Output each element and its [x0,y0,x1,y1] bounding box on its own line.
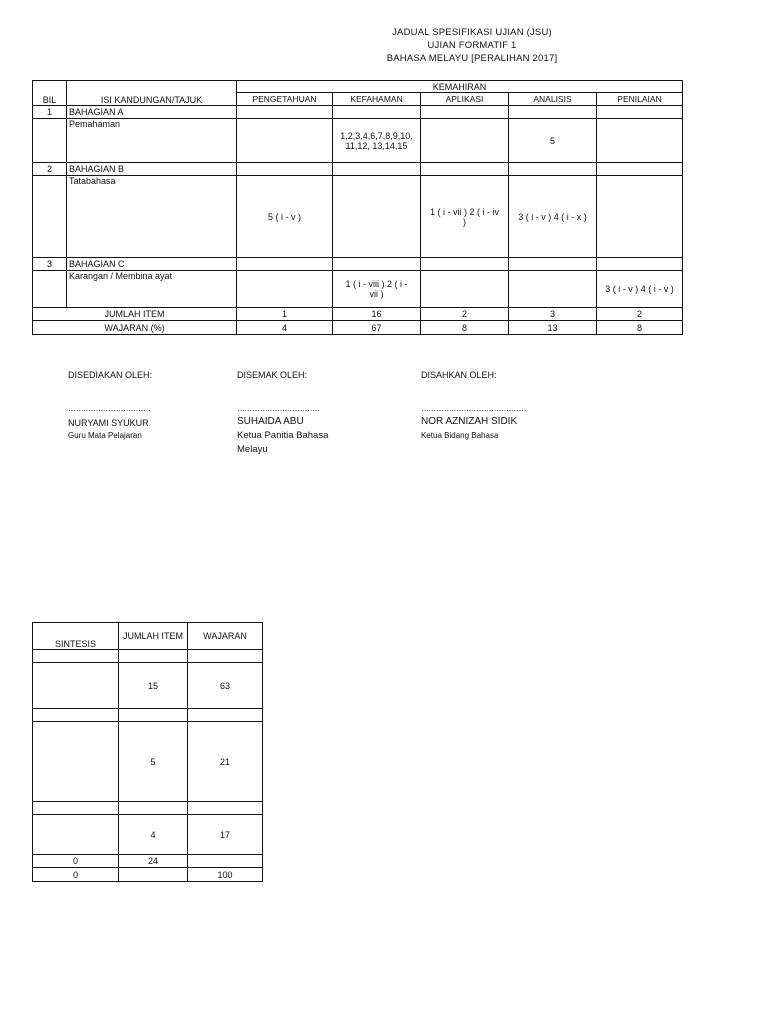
approved-by-heading: DISAHKAN OLEH: [421,370,497,380]
cell-a-pengetahuan [237,119,333,163]
kemahiran-header: KEMAHIRAN [237,81,683,93]
cell-c-analisis [509,271,597,308]
cell-b-pengetahuan: 5 ( i - v ) [237,176,333,258]
skill-header-kefahaman: KEFAHAMAN [333,93,421,106]
skill-header-penilaian: PENILAIAN [597,93,683,106]
row-wajaran: 21 [188,722,263,802]
jsu-table [32,80,683,335]
skill-header-pengetahuan: PENGETAHUAN [237,93,333,106]
cell-a-penilaian [597,119,683,163]
cell-b-penilaian [597,176,683,258]
wajaran-total: 100 [188,868,263,882]
col-isi-header: ISI KANDUNGAN/TAJUK [67,81,237,106]
total-jumlah: 24 [119,855,188,868]
row-jumlah: 4 [119,815,188,855]
section-name: BAHAGIAN C [67,258,237,271]
row-wajaran: 17 [188,815,263,855]
jumlah-item-value: 1 [237,308,333,321]
cell-b-kefahaman [333,176,421,258]
skill-header-aplikasi: APLIKASI [421,93,509,106]
doc-title: JADUAL SPESIFIKASI UJIAN (JSU) [392,27,552,38]
cell-a-aplikasi [421,119,509,163]
jumlah-item-value: 2 [421,308,509,321]
row-jumlah: 5 [119,722,188,802]
section-name: BAHAGIAN A [67,106,237,119]
section-bil: 3 [33,258,67,271]
preparer-role: Guru Mata Pelajaran [68,431,142,440]
jumlah-item-value: 3 [509,308,597,321]
checker-role: Ketua Panitia Bahasa Melayu [237,430,329,455]
wajaran-value: 8 [421,321,509,335]
checked-by-heading: DISEMAK OLEH: [237,370,308,380]
approver-name: NOR AZNIZAH SIDIK [421,416,518,427]
row-jumlah: 15 [119,663,188,709]
section-topic: Tatabahasa [67,176,237,258]
doc-subject: BAHASA MELAYU [PERALIHAN 2017] [386,53,558,64]
wajaran-value: 13 [509,321,597,335]
signature-line: …………………………… [68,404,151,413]
section-topic: Pemahaman [67,119,237,163]
signature-line: …………………………… [237,404,320,413]
section-bil: 2 [33,163,67,176]
wajaran-value: 67 [333,321,421,335]
wajaran-jumlah [119,868,188,882]
checker-name: SUHAIDA ABU [237,416,304,427]
preparer-name: NURYAMI SYUKUR [68,418,149,428]
sintesis-table [32,622,263,882]
jumlah-item-value: 16 [333,308,421,321]
skill-header-analisis: ANALISIS [509,93,597,106]
doc-subtitle: UJIAN FORMATIF 1 [427,40,517,51]
cell-c-aplikasi [421,271,509,308]
section-topic: Karangan / Membina ayat [67,271,237,308]
wajaran-value: 4 [237,321,333,335]
col-bil-header: BIL [33,81,67,106]
signature-line: …………………………………… [421,404,526,413]
cell-b-analisis: 3 ( i - v ) 4 ( i - x ) [509,176,597,258]
wajaran-value: 8 [597,321,683,335]
cell-c-pengetahuan [237,271,333,308]
cell-a-kefahaman: 1,2,3,4,6,7,8,9,10, 11,12, 13,14,15 [333,119,421,163]
cell-c-kefahaman: 1 ( i - viii ) 2 ( i - vii ) [333,271,421,308]
cell-a-analisis: 5 [509,119,597,163]
wajaran-label: WAJARAN (%) [33,321,237,335]
cell-c-penilaian: 3 ( i - v ) 4 ( i - v ) [597,271,683,308]
approver-role: Ketua Bidang Bahasa [421,431,499,440]
total-wajaran [188,855,263,868]
col-sintesis-header: SINTESIS [33,623,119,650]
wajaran-sintesis: 0 [33,868,119,882]
section-bil: 1 [33,106,67,119]
cell-b-aplikasi: 1 ( i - vii ) 2 ( i - iv ) [421,176,509,258]
col-wajaran-header: WAJARAN [188,623,263,650]
row-wajaran: 63 [188,663,263,709]
col-jumlah-item-header: JUMLAH ITEM [119,623,188,650]
prepared-by-heading: DISEDIAKAN OLEH: [68,370,153,380]
total-sintesis: 0 [33,855,119,868]
jumlah-item-value: 2 [597,308,683,321]
jumlah-item-label: JUMLAH ITEM [33,308,237,321]
section-name: BAHAGIAN B [67,163,237,176]
